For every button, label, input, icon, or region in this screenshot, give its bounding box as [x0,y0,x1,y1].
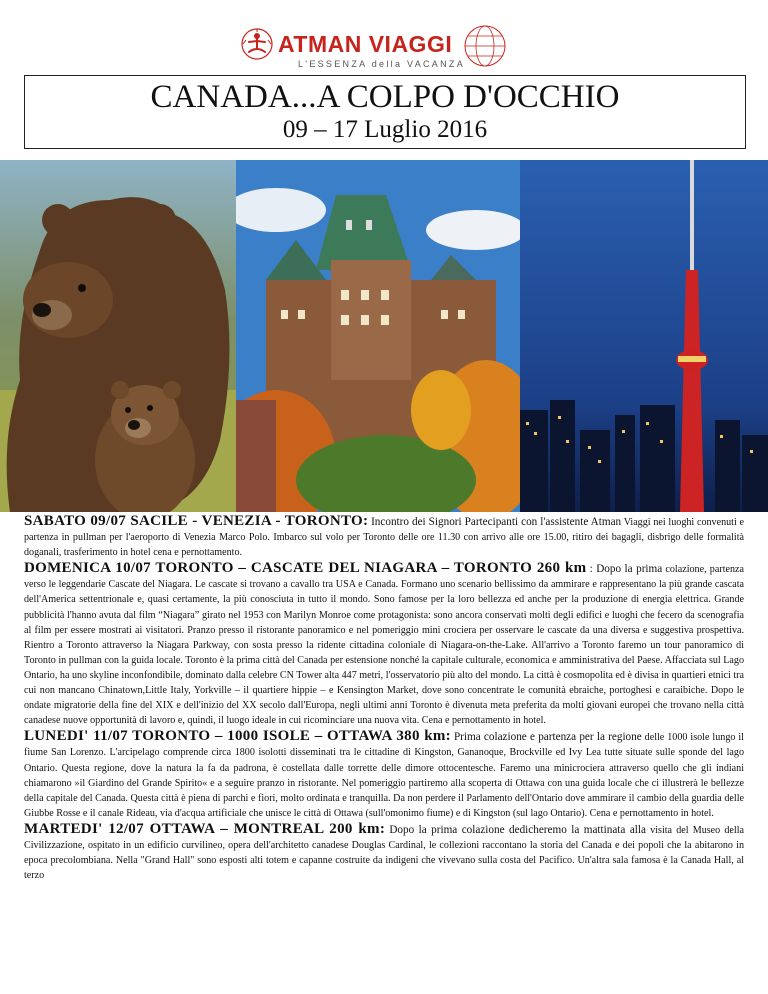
photo-collage [0,160,768,512]
day-3 [24,729,744,821]
meditating-figure-icon [240,27,274,61]
day-text: Viaggi nei luoghi convenuti e partenza in pullman per l'aeroporto di Venezia Marco Polo. Imbarco sul volo per Toronto delle ore 11.30 con arrivo alle ore 15.00, ritiro dei bagagli, disbrigo delle formalità doganali, trasferimento in hotel cena e pernottamento. [24,517,744,559]
company-logo [240,27,530,75]
day-heading: LUNEDI' 11/07 TORONTO – 1000 ISOLE – OTTAWA 380 km: [24,728,451,745]
tour-dates: 09 – 17 Luglio 2016 [282,116,488,143]
day-2 [24,561,744,728]
day-text: colazione, partenza verso le leggendarie Cascate del Niagara. Le cascate si trovano a cavallo tra USA e Canada. Formano uno scenario bellissimo da ammirare e rappresentano la più grande cascata dell'America settentrionale e, quasi certamente, la più conosciuta in tutto il mondo. Sono famose per la loro bellezza ed anche per la produzione di energia elettrica. Grande pubblicità l'hanno avuta dal film “Niagara” girato nel 1953 con Marilyn Monroe come protagonista: sono ancora conservati molti degli edifici e luoghi che fecero da scenografia al film per essere mostrati ai visitatori. Pranzo presso il ristorante panoramico e nel pomeriggio mini crociera per osservare le cascate da una diversa e suggestiva prospettiva. Rientro a Toronto attraverso la Niagara Parkway, con sosta presso la ridente cittadina coloniale di Niagara-on-the-Lake. All'arrivo a Toronto faremo un tour panoramico di Toronto in pullman con la guida locale. Toronto è la prima città del Canada per estensione nonché la capitale culturale, economica e amministrativa del Paese. Affacciata sul Lago Ontario, ha uno skyline inconfondibile, dominato dalla celebre CN Tower alta 447 metri, l'osservatorio più alto del mondo. La città è cosmopolita ed è divisa in quartieri etnici tra cui non mancano Chinatown,Little Italy, Yorkville – il quartiere hippie – e Kensington Market, dove sono concentrate le comunità ebraiche, portoghesi e caraibiche. Dopo le ondate migratorie della fine del XIX e dell'inizio del XX secolo dall'Europa, negli ultimi anni Toronto è divenuta meta preferita da molti giovani europei che trovano nella città canadese nuove opportunità di lavoro e, quindi, il luogo ideale in cui ricominciare una nuova vita. Cena e pernottamento in hotel. [24,564,744,727]
day-intro: Incontro dei Signori Partecipanti con l'assistente Atman [371,516,622,528]
day-intro: Prima colazione e partenza per la regione [453,731,642,744]
day-intro: : Dopo la prima [589,563,663,576]
title-box [24,75,746,149]
day-heading: DOMENICA 10/07 TORONTO – CASCATE DEL NIAGARA – TORONTO 260 km [24,560,587,577]
day-4 [24,822,744,883]
day-1 [24,514,744,560]
logo-tagline: L'ESSENZA della VACANZA [298,59,465,69]
chateau-frontenac-photo [236,160,520,512]
bear-photo [0,160,236,512]
day-heading: MARTEDI' 12/07 OTTAWA – MONTREAL 200 km: [24,820,386,837]
page-title: CANADA...A COLPO D'OCCHIO [150,79,620,115]
cn-tower-photo [520,160,768,512]
day-text: delle 1000 isole lungo il fiume San Lorenzo. L'arcipelago comprende circa 1800 isolotti disseminati tra le cittadine di Kingston, Gananoque, Brockville ed Ivy Lea tutte situate sulle sponde del lago Ontario. Questa regione, dove la natura la fa da padrona, è costellata dalle torrette delle dimore ottocentesche. Faremo una minicrociera attraverso quello che gli indiani chiamarono »il Giardino del Grande Spirito« e a seguire pranzo in ristorante. Nel pomeriggio partiremo alla scoperta di Ottawa con una guida locale che ci illustrerà le bellezze della capitale del Canada. Questa città è piena di parchi e fiori, molto ordinata e tranquilla. Da non perdere il Parlamento dell'Ontario dove ammirare il cambio della guardia delle Giubbe Rosse e il canale Rideau, via d'acqua artificiale che unisce le città di Ottawa (sull'omonimo fiume) e di Kingston (sul lago Ontario). Cena e pernottamento in hotel. [24,732,744,819]
day-heading: SABATO 09/07 SACILE - VENEZIA - TORONTO: [24,513,369,529]
logo-name: ATMAN VIAGGI [278,31,453,57]
itinerary [24,514,744,883]
globe-icon [462,23,508,69]
day-intro: Dopo la prima colazione dedicheremo la mattinata alla [389,823,646,836]
day-text: visita del Museo della Civilizzazione, ospitato in un edificio curvilineo, opera dell'architetto canadese Douglas Cardinal, le collezioni raccontano la storia del Canada e dei popoli che la abitarono in epoca precolombiana. Nella "Grand Hall" sono esposti alti totem e capanne costruite da indigeni che vivevano sulla costa del Pacifico. Un'altra sala famosa è la Canada Hall, al terzo [24,824,744,882]
